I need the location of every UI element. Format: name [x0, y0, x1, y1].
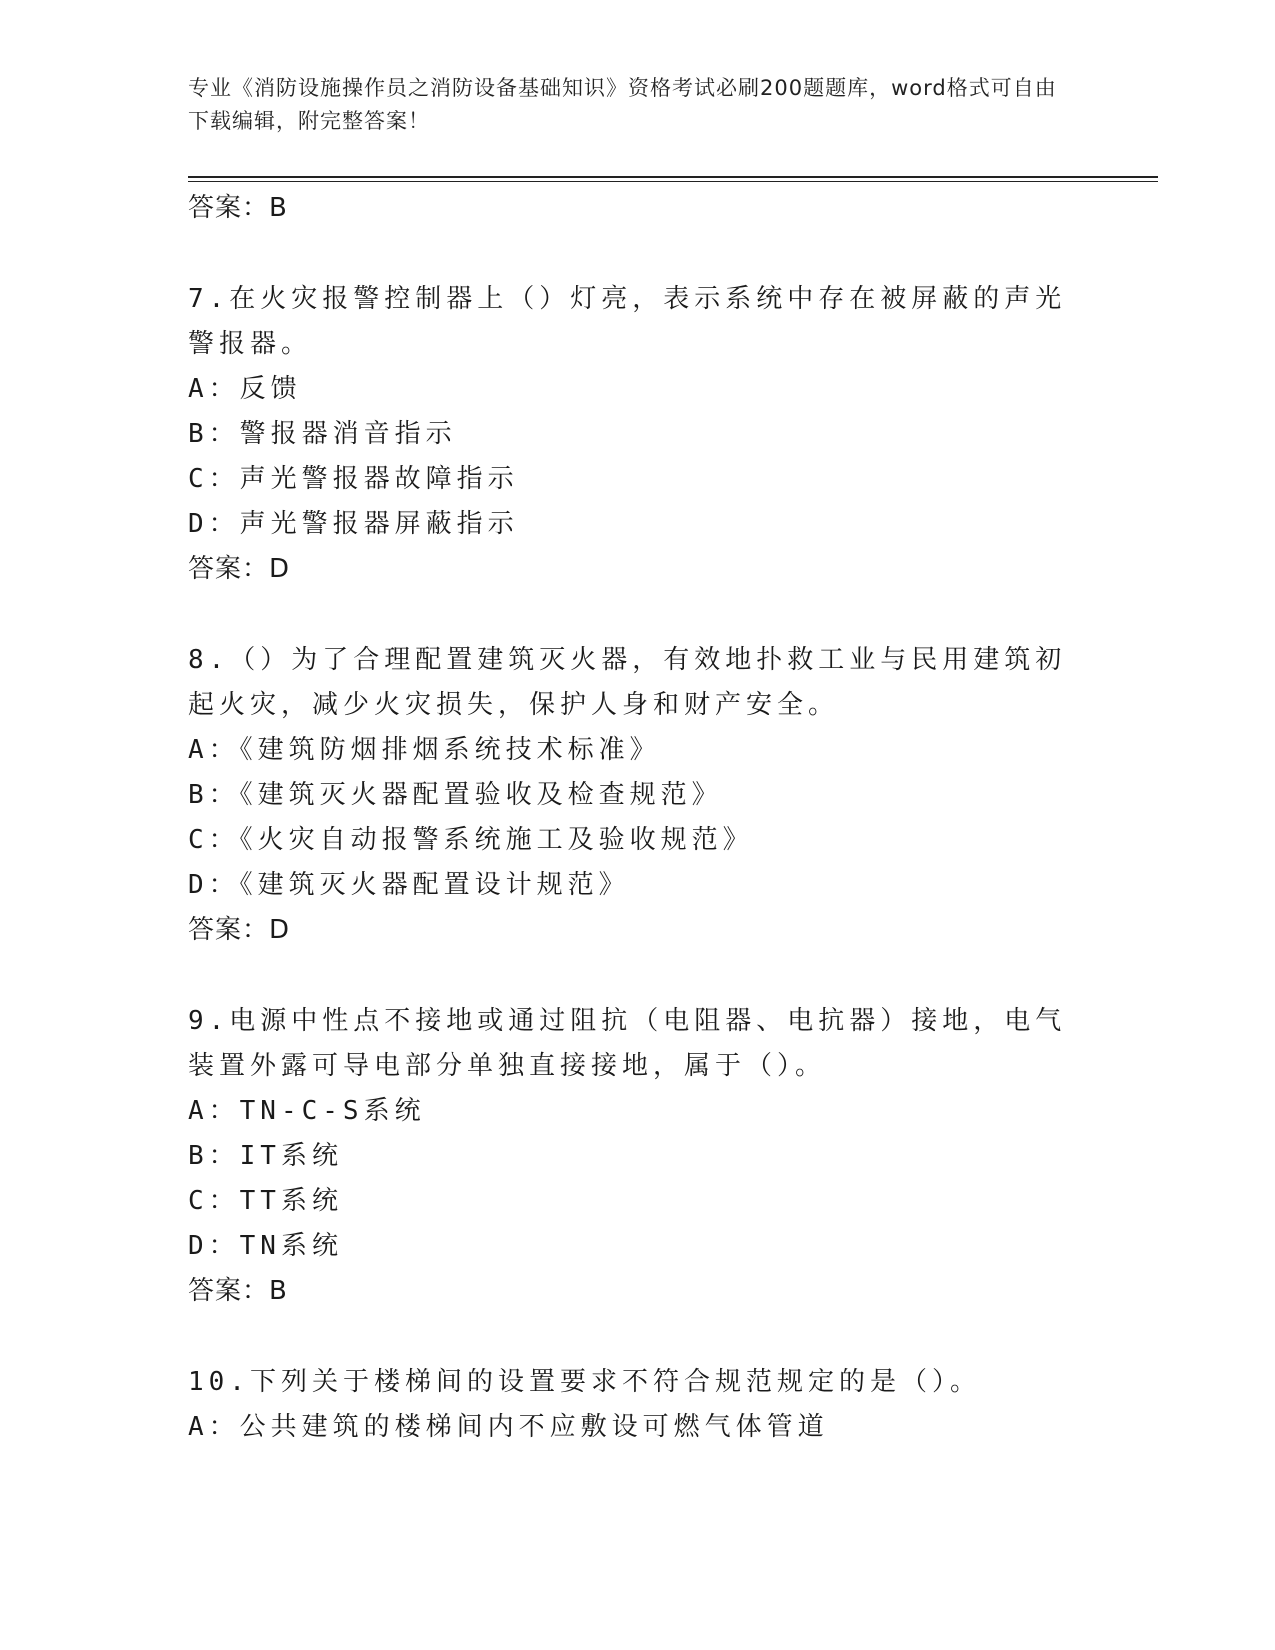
- question-text: 9.电源中性点不接地或通过阻抗（电阻器、电抗器）接地，电气装置外露可导电部分单独直接接地，属于（）。: [188, 1006, 1067, 1081]
- option-a: A：反馈: [188, 374, 302, 404]
- question-7: [188, 277, 1088, 592]
- option-d: D：TN系统: [188, 1231, 343, 1261]
- option-a: A：公共建筑的楼梯间内不应敷设可燃气体管道: [188, 1412, 829, 1442]
- question-text: 10.下列关于楼梯间的设置要求不符合规范规定的是（）。: [188, 1367, 981, 1397]
- option-d: D：《建筑灭火器配置设计规范》: [188, 870, 630, 900]
- question-text: 7.在火灾报警控制器上（）灯亮，表示系统中存在被屏蔽的声光警报器。: [188, 284, 1067, 359]
- header-divider: [188, 176, 1158, 178]
- answer: 答案：B: [188, 1276, 288, 1306]
- option-a: A：TN-C-S系统: [188, 1096, 426, 1126]
- header-divider-thin: [188, 181, 1158, 182]
- option-b: B：警报器消音指示: [188, 419, 457, 449]
- option-b: B：IT系统: [188, 1141, 343, 1171]
- question-text: 8.（）为了合理配置建筑灭火器，有效地扑救工业与民用建筑初起火灾，减少火灾损失，保护人身和财产安全。: [188, 645, 1067, 720]
- previous-answer: 答案：B: [188, 193, 288, 223]
- question-list: [188, 186, 1088, 1450]
- option-c: C：声光警报器故障指示: [188, 464, 519, 494]
- question-8: [188, 638, 1088, 953]
- option-d: D：声光警报器屏蔽指示: [188, 509, 519, 539]
- option-b: B：《建筑灭火器配置验收及检查规范》: [188, 780, 723, 810]
- option-c: C：TT系统: [188, 1186, 343, 1216]
- question-9: [188, 999, 1088, 1314]
- option-a: A：《建筑防烟排烟系统技术标准》: [188, 735, 661, 765]
- option-c: C：《火灾自动报警系统施工及验收规范》: [188, 825, 754, 855]
- document-header: 专业《消防设施操作员之消防设备基础知识》资格考试必刷200题题库，word格式可自由下载编辑，附完整答案！: [188, 76, 1057, 133]
- answer: 答案：D: [188, 554, 291, 584]
- question-10: [188, 1360, 1088, 1450]
- answer: 答案：D: [188, 915, 291, 945]
